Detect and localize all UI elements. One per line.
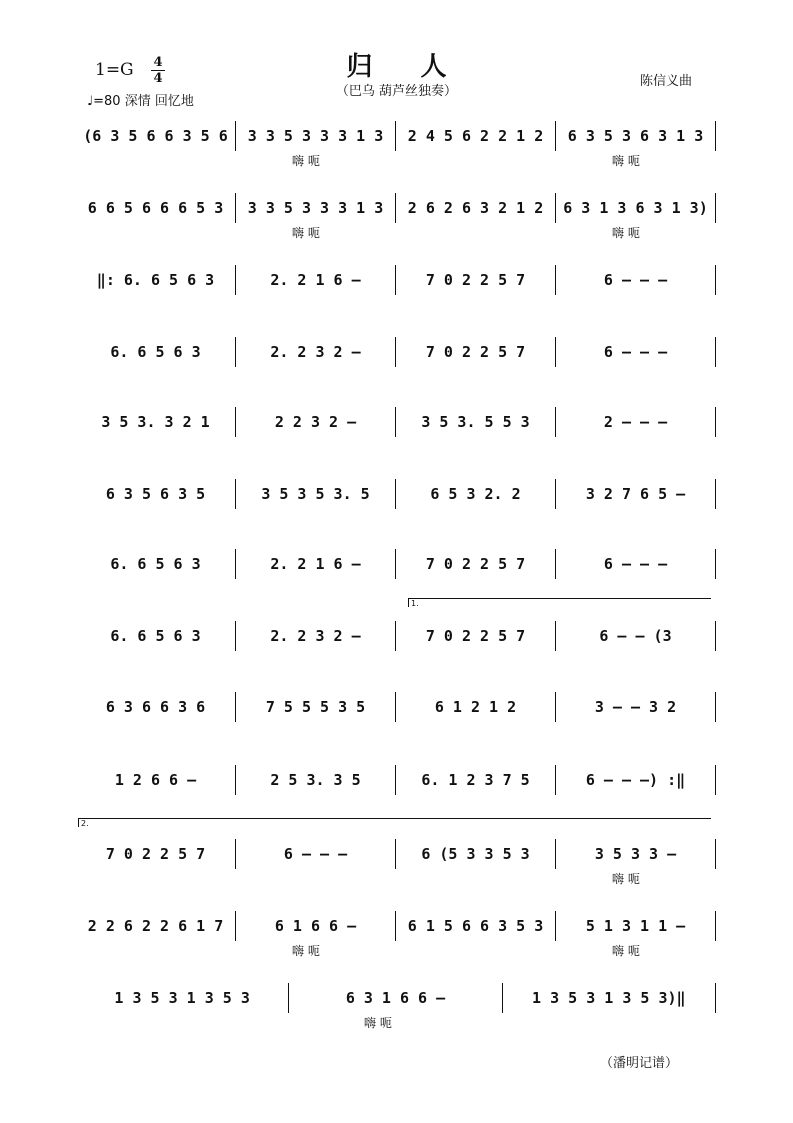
lyric: 嗨 呃 <box>292 944 320 958</box>
key-signature: 1=G <box>95 60 134 80</box>
notation-row <box>76 986 716 1010</box>
notation-row <box>76 268 716 292</box>
measure: 2 2 6 2 2 6 1 7 <box>87 917 224 935</box>
measure: 7 0 2 2 5 7 <box>105 845 206 863</box>
lyric: 嗨 呃 <box>612 944 640 958</box>
measure: 6 3 1 3 6 3 1 3) <box>563 199 708 217</box>
barline <box>715 193 716 223</box>
measure: 2 4 5 6 2 2 1 2 <box>407 127 544 145</box>
lyric: 嗨 呃 <box>292 226 320 240</box>
transcriber-note: （潘明记谱） <box>600 1056 679 1071</box>
measure: 2. 2 3 2 – <box>270 627 361 645</box>
time-bottom: 4 <box>153 71 163 86</box>
measure: 7 0 2 2 5 7 <box>425 271 526 289</box>
measure: 6. 6 5 6 3 <box>110 343 201 361</box>
barline <box>715 839 716 869</box>
subtitle: （巴乌 葫芦丝独奏） <box>335 84 458 99</box>
time-top: 4 <box>153 55 163 70</box>
score-line <box>76 552 716 576</box>
measure: 5 1 3 1 1 – <box>585 917 686 935</box>
barline <box>715 983 716 1013</box>
volta-2: 2. <box>78 818 711 827</box>
measure: 2. 2 1 6 – <box>270 271 361 289</box>
score-line <box>76 196 716 240</box>
measure: 6 5 3 2. 2 <box>430 485 521 503</box>
score-line <box>76 340 716 364</box>
score-line <box>76 268 716 292</box>
measure: 6 3 5 6 3 5 <box>105 485 206 503</box>
measure: 6. 6 5 6 3 <box>110 627 201 645</box>
notation-row <box>76 914 716 938</box>
barline <box>715 692 716 722</box>
measure: 1 3 5 3 1 3 5 3 <box>114 989 250 1007</box>
measure: 7 0 2 2 5 7 <box>425 627 526 645</box>
measure: 2 5 3. 3 5 <box>270 771 361 789</box>
measure: 1 3 5 3 1 3 5 3)‖ <box>532 989 686 1007</box>
measure: 3 – – 3 2 <box>594 698 677 716</box>
measure: 3 5 3 5 3. 5 <box>261 485 370 503</box>
measure: 2 2 3 2 – <box>274 413 357 431</box>
measure: 3 5 3. 3 2 1 <box>101 413 210 431</box>
measure: 7 0 2 2 5 7 <box>425 343 526 361</box>
measure: 6 3 6 6 3 6 <box>105 698 206 716</box>
measure: 6 – – – <box>603 343 668 361</box>
score-line <box>76 768 716 792</box>
barline <box>715 765 716 795</box>
score-line <box>76 695 716 719</box>
barline <box>715 407 716 437</box>
measure: 1 2 6 6 – <box>114 771 197 789</box>
barline <box>715 621 716 651</box>
measure: 6 3 1 6 6 – <box>345 989 446 1007</box>
measure: 6 1 6 6 – <box>274 917 357 935</box>
measure: 3 3 5 3 3 3 1 3 <box>247 127 384 145</box>
lyric: 嗨 呃 <box>612 154 640 168</box>
score-line <box>76 410 716 434</box>
notation-row <box>76 695 716 719</box>
barline <box>715 121 716 151</box>
tempo-marking: ♩=80 深情 回忆地 <box>87 94 194 109</box>
measure: 7 5 5 5 3 5 <box>265 698 366 716</box>
measure: 6 3 5 3 6 3 1 3 <box>567 127 704 145</box>
notation-row <box>76 624 716 648</box>
notation-row <box>76 124 716 148</box>
score-line <box>76 624 716 648</box>
measure: 6 – – – <box>283 845 348 863</box>
score-line <box>76 482 716 506</box>
volta-1: 1. <box>408 598 711 607</box>
measure: 2 6 2 6 3 2 1 2 <box>407 199 544 217</box>
lyric: 嗨 呃 <box>612 226 640 240</box>
time-signature <box>151 56 165 85</box>
lyric: 嗨 呃 <box>364 1016 392 1030</box>
measure: 2 – – – <box>603 413 668 431</box>
measure: (6 3 5 6 6 3 5 6 <box>83 127 228 145</box>
score-line <box>76 986 716 1030</box>
measure: 3 5 3. 5 5 3 <box>421 413 530 431</box>
lyric: 嗨 呃 <box>292 154 320 168</box>
measure: 2. 2 3 2 – <box>270 343 361 361</box>
measure: 6 – – – <box>603 555 668 573</box>
measure: 2. 2 1 6 – <box>270 555 361 573</box>
notation-row <box>76 340 716 364</box>
composer: 陈信义曲 <box>640 74 693 89</box>
measure: 7 0 2 2 5 7 <box>425 555 526 573</box>
measure: 3 2 7 6 5 – <box>585 485 686 503</box>
lyric: 嗨 呃 <box>612 872 640 886</box>
notation-row <box>76 410 716 434</box>
measure: 6 (5 3 3 5 3 <box>421 845 530 863</box>
measure: 6 1 5 6 6 3 5 3 <box>407 917 544 935</box>
song-title: 归人 <box>346 52 495 82</box>
score-line <box>76 842 716 886</box>
measure: 6 – – – <box>603 271 668 289</box>
measure: 6. 6 5 6 3 <box>110 555 201 573</box>
measure: 3 3 5 3 3 3 1 3 <box>247 199 384 217</box>
measure: 3 5 3 3 – <box>594 845 677 863</box>
measure: 6 6 5 6 6 6 5 3 <box>87 199 224 217</box>
barline <box>715 549 716 579</box>
score-line <box>76 124 716 168</box>
notation-row <box>76 196 716 220</box>
barline <box>715 911 716 941</box>
notation-row <box>76 482 716 506</box>
measure: 6. 1 2 3 7 5 <box>421 771 530 789</box>
barline <box>715 337 716 367</box>
notation-row <box>76 842 716 866</box>
barline <box>715 479 716 509</box>
score-line <box>76 914 716 958</box>
measure: 6 – – –) :‖ <box>585 771 686 789</box>
measure: 6 – – (3 <box>599 627 672 645</box>
measure: 6 1 2 1 2 <box>434 698 517 716</box>
notation-row <box>76 768 716 792</box>
measure: ‖: 6. 6 5 6 3 <box>96 271 215 289</box>
notation-row <box>76 552 716 576</box>
barline <box>715 265 716 295</box>
